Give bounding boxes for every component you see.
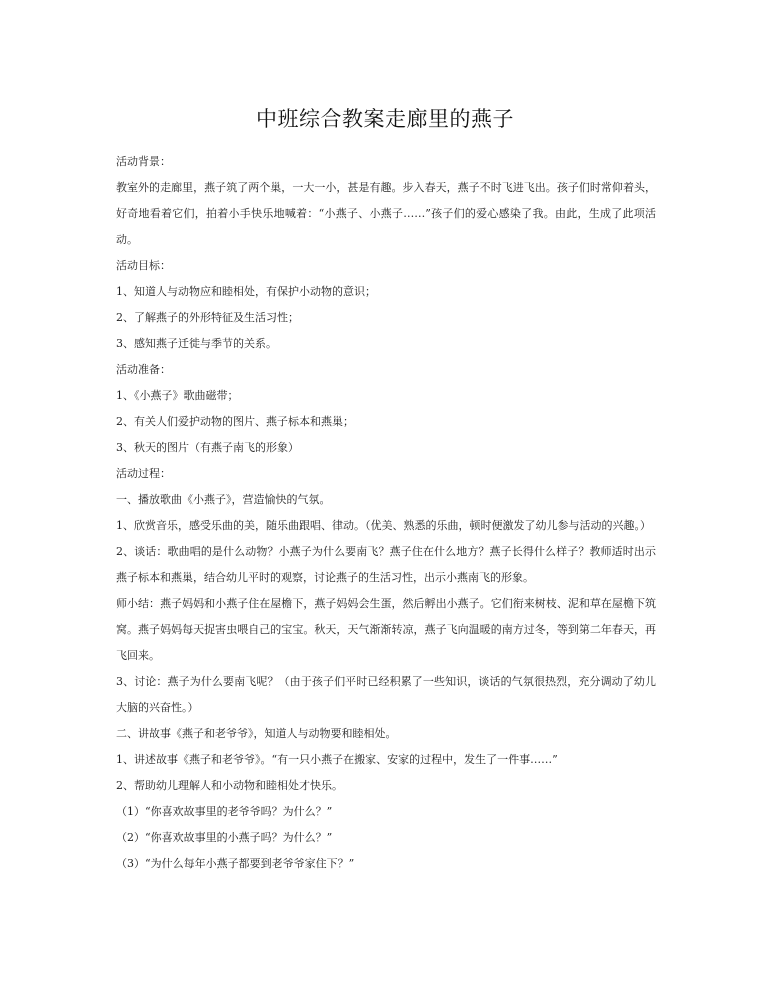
paragraph-preparation-1: 1、《小燕子》歌曲磁带； [116,389,239,402]
document-body [116,149,656,877]
paragraph-process-part-1: 一、播放歌曲《小燕子》，营造愉快的气氛。 [116,493,331,506]
paragraph-process-step-2: 2、谈话：歌曲唱的是什么动物？小燕子为什么要南飞？燕子住在什么地方？燕子长得什么样子？教师适时出示燕子标本和燕巢，结合幼儿平时的观察，讨论燕子的生活习性，出示小燕南飞的形象。 [116,545,656,584]
paragraph-goal-1: 1、知道人与动物应和睦相处，有保护小动物的意识； [116,285,376,298]
paragraph-activity-goals-heading: 活动目标： [116,259,171,272]
page-title: 中班综合教案走廊里的燕子 [256,107,514,132]
paragraph-question-1: （1）“你喜欢故事里的老爷爷吗？为什么？” [116,805,333,818]
paragraph-process-part-2: 二、讲故事《燕子和老爷爷》，知道人与动物要和睦相处。 [116,727,397,740]
paragraph-goal-3: 3、感知燕子迁徙与季节的关系。 [116,337,277,350]
paragraph-process-heading: 活动过程： [116,467,171,480]
paragraph-process-step-1: 1、欣赏音乐，感受乐曲的美，随乐曲跟唱、律动。（优美、熟悉的乐曲，顿时便激发了幼儿参与活动的兴趣。） [116,519,651,532]
paragraph-story-step-1: 1、讲述故事《燕子和老爷爷》。“有一只小燕子在搬家、安家的过程中，发生了一件事……” [116,753,558,766]
paragraph-goal-2: 2、了解燕子的外形特征及生活习性； [116,311,299,324]
paragraph-preparation-2: 2、有关人们爱护动物的图片、燕子标本和燕巢； [116,415,354,428]
paragraph-teacher-summary: 师小结：燕子妈妈和小燕子住在屋檐下，燕子妈妈会生蛋，然后孵出小燕子。它们衔来树枝、泥和草在屋檐下筑窝。燕子妈妈每天捉害虫喂自己的宝宝。秋天，天气渐渐转凉，燕子飞向温暖的南方过冬，等到第二年春天，再飞回来。 [116,597,656,662]
paragraph-story-step-2: 2、帮助幼儿理解人和小动物和睦相处才快乐。 [116,779,343,792]
paragraph-process-step-3: 3、讨论：燕子为什么要南飞呢？（由于孩子们平时已经积累了一些知识，谈话的气氛很热烈，充分调动了幼儿大脑的兴奋性。） [116,675,656,714]
paragraph-preparation-heading: 活动准备： [116,363,171,376]
paragraph-preparation-3: 3、秋天的图片（有燕子南飞的形象） [116,441,299,454]
paragraph-activity-background: 教室外的走廊里，燕子筑了两个巢，一大一小，甚是有趣。步入春天，燕子不时飞进飞出。孩子们时常仰着头，好奇地看着它们，拍着小手快乐地喊着：“小燕子、小燕子……”孩子们的爱心感染了我。由此，生成了此项活动。 [116,181,656,246]
paragraph-activity-background-heading: 活动背景： [116,155,171,168]
paragraph-question-2: （2）“你喜欢故事里的小燕子吗？为什么？” [116,831,333,844]
paragraph-question-3: （3）“为什么每年小燕子都要到老爷爷家住下？” [116,857,355,870]
